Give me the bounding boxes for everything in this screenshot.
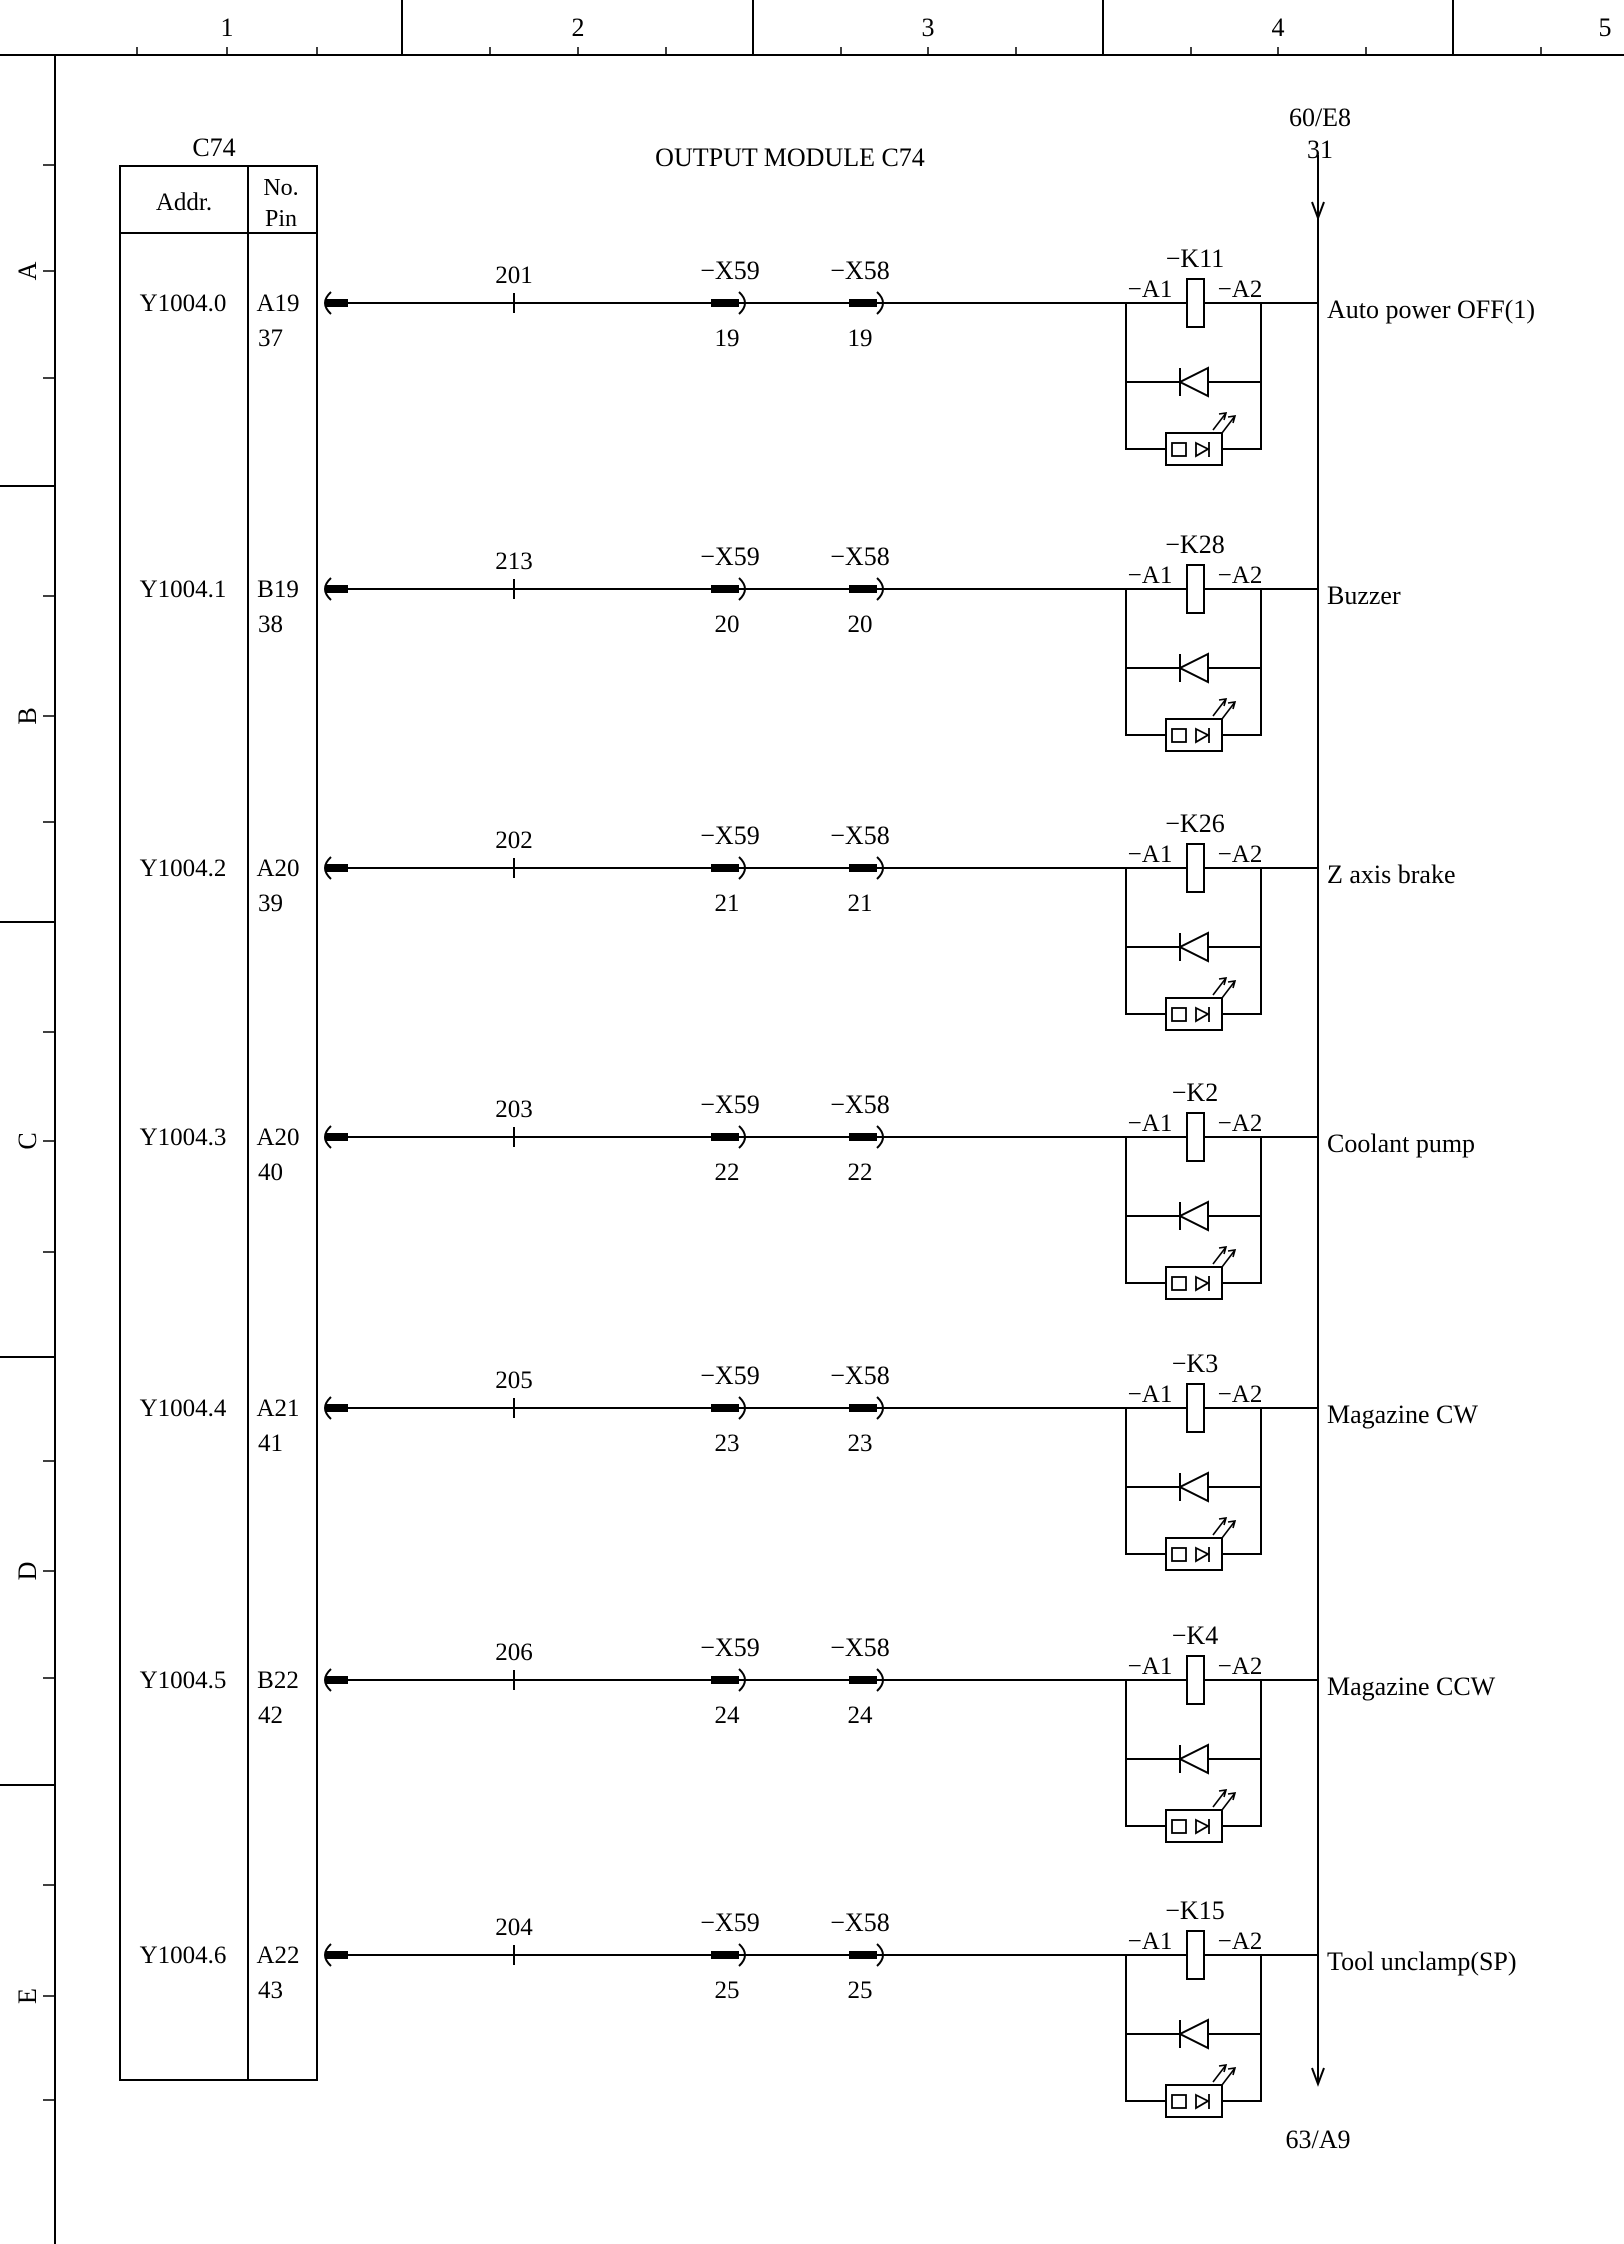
relay-coil (1187, 565, 1204, 613)
column-label-3: 3 (921, 13, 935, 42)
coil-terminal-a2: −A2 (1217, 1653, 1263, 1680)
led-module-icon (1166, 1810, 1222, 1842)
x59-pin-number: 25 (714, 1977, 740, 2004)
x59-pin-number: 24 (714, 1702, 740, 1729)
row-ticks (43, 165, 55, 2100)
x58-pin-number: 21 (847, 890, 873, 917)
x58-connector-label: −X58 (830, 256, 890, 285)
light-ray-icon (1213, 2065, 1226, 2082)
relay-name: −K3 (1171, 1349, 1219, 1378)
circuit-row-3 (140, 1078, 1475, 1299)
module-header-no: No. (263, 175, 299, 201)
diode-icon (1180, 1745, 1208, 1773)
x58-pin-number: 24 (847, 1702, 873, 1729)
module-header-pin: Pin (264, 206, 298, 232)
circuit-row-5 (140, 1621, 1496, 1842)
led-module-icon (1166, 433, 1222, 465)
column-label-5: 5 (1598, 13, 1612, 42)
light-ray-icon (1213, 699, 1226, 716)
coil-terminal-a1: −A1 (1127, 1928, 1173, 1955)
output-address: Y1004.6 (139, 1942, 227, 1969)
led-module-icon (1166, 998, 1222, 1030)
x59-pin-number: 22 (714, 1159, 740, 1186)
relay-coil (1187, 844, 1204, 892)
led-module-icon (1166, 1267, 1222, 1299)
coil-terminal-a2: −A2 (1217, 562, 1263, 589)
diode-icon (1180, 2020, 1208, 2048)
wire-number: 203 (495, 1096, 533, 1123)
led-module-icon (1166, 719, 1222, 751)
coil-terminal-a2: −A2 (1217, 1110, 1263, 1137)
diode-icon (1180, 368, 1208, 396)
relay-name: −K11 (1165, 244, 1225, 273)
relay-name: −K15 (1165, 1896, 1225, 1925)
light-ray-icon (1213, 1790, 1226, 1807)
output-function-label: Z axis brake (1327, 860, 1456, 889)
module-pin: A19 (256, 290, 300, 317)
wire-number: 213 (495, 548, 533, 575)
output-function-label: Buzzer (1327, 581, 1401, 610)
output-function-label: Tool unclamp(SP) (1327, 1947, 1517, 1976)
module-pin: B19 (257, 576, 299, 603)
relay-coil (1187, 1656, 1204, 1704)
bus-bottom-reference: 63/A9 (1285, 2125, 1351, 2154)
led-module-icon (1166, 1538, 1222, 1570)
pin-number: 43 (258, 1977, 283, 2004)
x58-pin-number: 23 (847, 1430, 873, 1457)
x59-connector-label: −X59 (700, 1633, 760, 1662)
relay-coil (1187, 1931, 1204, 1979)
row-label-C: C (13, 1132, 42, 1150)
x59-pin-number: 20 (714, 611, 740, 638)
relay-coil (1187, 279, 1204, 327)
x58-connector-label: −X58 (830, 1361, 890, 1390)
x58-pin-number: 19 (847, 325, 873, 352)
coil-terminal-a1: −A1 (1127, 562, 1173, 589)
x59-connector-label: −X59 (700, 1908, 760, 1937)
pin-number: 42 (258, 1702, 283, 1729)
x59-connector-label: −X59 (700, 1361, 760, 1390)
circuit-row-0 (140, 244, 1535, 465)
module-pin: A20 (256, 1124, 300, 1151)
wire-number: 201 (495, 262, 533, 289)
x59-connector-label: −X59 (700, 542, 760, 571)
pin-number: 40 (258, 1159, 283, 1186)
coil-terminal-a2: −A2 (1217, 276, 1263, 303)
column-label-1: 1 (220, 13, 234, 42)
row-label-B: B (13, 707, 42, 725)
light-ray-icon (1213, 413, 1226, 430)
module-header-addr: Addr. (155, 189, 213, 216)
wire-number: 202 (495, 827, 533, 854)
circuit-row-4 (140, 1349, 1479, 1570)
pin-number: 37 (258, 325, 283, 352)
pin-number: 39 (258, 890, 283, 917)
circuit-row-6 (140, 1896, 1517, 2117)
x59-connector-label: −X59 (700, 1090, 760, 1119)
module-pin: A21 (256, 1395, 300, 1422)
x59-connector-label: −X59 (700, 256, 760, 285)
light-ray-icon (1213, 1518, 1226, 1535)
output-address: Y1004.4 (139, 1395, 227, 1422)
row-label-D: D (13, 1561, 42, 1581)
wire-number: 204 (495, 1914, 533, 1941)
relay-coil (1187, 1384, 1204, 1432)
output-function-label: Auto power OFF(1) (1327, 295, 1535, 324)
output-function-label: Coolant pump (1327, 1129, 1476, 1158)
diode-icon (1180, 1202, 1208, 1230)
coil-terminal-a2: −A2 (1217, 1381, 1263, 1408)
wire-number: 205 (495, 1367, 533, 1394)
relay-name: −K4 (1171, 1621, 1219, 1650)
row-label-E: E (13, 1988, 42, 2004)
x59-pin-number: 23 (714, 1430, 740, 1457)
bus-top-number: 31 (1307, 135, 1333, 164)
column-label-4: 4 (1271, 13, 1285, 42)
coil-terminal-a1: −A1 (1127, 1653, 1173, 1680)
circuit-row-1 (140, 530, 1401, 751)
x59-pin-number: 19 (714, 325, 740, 352)
diode-icon (1180, 1473, 1208, 1501)
coil-terminal-a1: −A1 (1127, 1381, 1173, 1408)
coil-terminal-a2: −A2 (1217, 1928, 1263, 1955)
pin-number: 41 (258, 1430, 283, 1457)
x58-connector-label: −X58 (830, 1090, 890, 1119)
x58-pin-number: 20 (847, 611, 873, 638)
x58-pin-number: 22 (847, 1159, 873, 1186)
module-title: OUTPUT MODULE C74 (655, 143, 925, 172)
relay-name: −K28 (1165, 530, 1225, 559)
row-label-A: A (13, 261, 42, 281)
x58-connector-label: −X58 (830, 821, 890, 850)
output-address: Y1004.0 (139, 290, 227, 317)
x58-connector-label: −X58 (830, 1633, 890, 1662)
module-table (120, 166, 317, 2080)
output-address: Y1004.5 (139, 1667, 227, 1694)
light-ray-icon (1213, 978, 1226, 995)
x58-connector-label: −X58 (830, 542, 890, 571)
coil-terminal-a1: −A1 (1127, 276, 1173, 303)
coil-terminal-a2: −A2 (1217, 841, 1263, 868)
diode-icon (1180, 933, 1208, 961)
column-label-2: 2 (571, 13, 585, 42)
coil-terminal-a1: −A1 (1127, 841, 1173, 868)
diode-icon (1180, 654, 1208, 682)
x58-pin-number: 25 (847, 1977, 873, 2004)
module-pin: A22 (256, 1942, 300, 1969)
output-function-label: Magazine CW (1327, 1400, 1478, 1429)
module-name: C74 (192, 133, 236, 162)
module-pin: A20 (256, 855, 300, 882)
x58-connector-label: −X58 (830, 1908, 890, 1937)
circuit-row-2 (140, 809, 1456, 1030)
output-address: Y1004.3 (139, 1124, 227, 1151)
output-address: Y1004.1 (139, 576, 227, 603)
wire-number: 206 (495, 1639, 533, 1666)
pin-number: 38 (258, 611, 283, 638)
output-address: Y1004.2 (139, 855, 227, 882)
light-ray-icon (1213, 1247, 1226, 1264)
x59-connector-label: −X59 (700, 821, 760, 850)
output-function-label: Magazine CCW (1327, 1672, 1496, 1701)
output-circuits (140, 244, 1535, 2117)
relay-coil (1187, 1113, 1204, 1161)
column-ticks (137, 47, 1541, 55)
bus-line (1312, 155, 1324, 2084)
coil-terminal-a1: −A1 (1127, 1110, 1173, 1137)
module-pin: B22 (257, 1667, 299, 1694)
bus-top-reference: 60/E8 (1288, 103, 1352, 132)
led-module-icon (1166, 2085, 1222, 2117)
relay-name: −K26 (1165, 809, 1225, 838)
x59-pin-number: 21 (714, 890, 740, 917)
relay-name: −K2 (1171, 1078, 1219, 1107)
